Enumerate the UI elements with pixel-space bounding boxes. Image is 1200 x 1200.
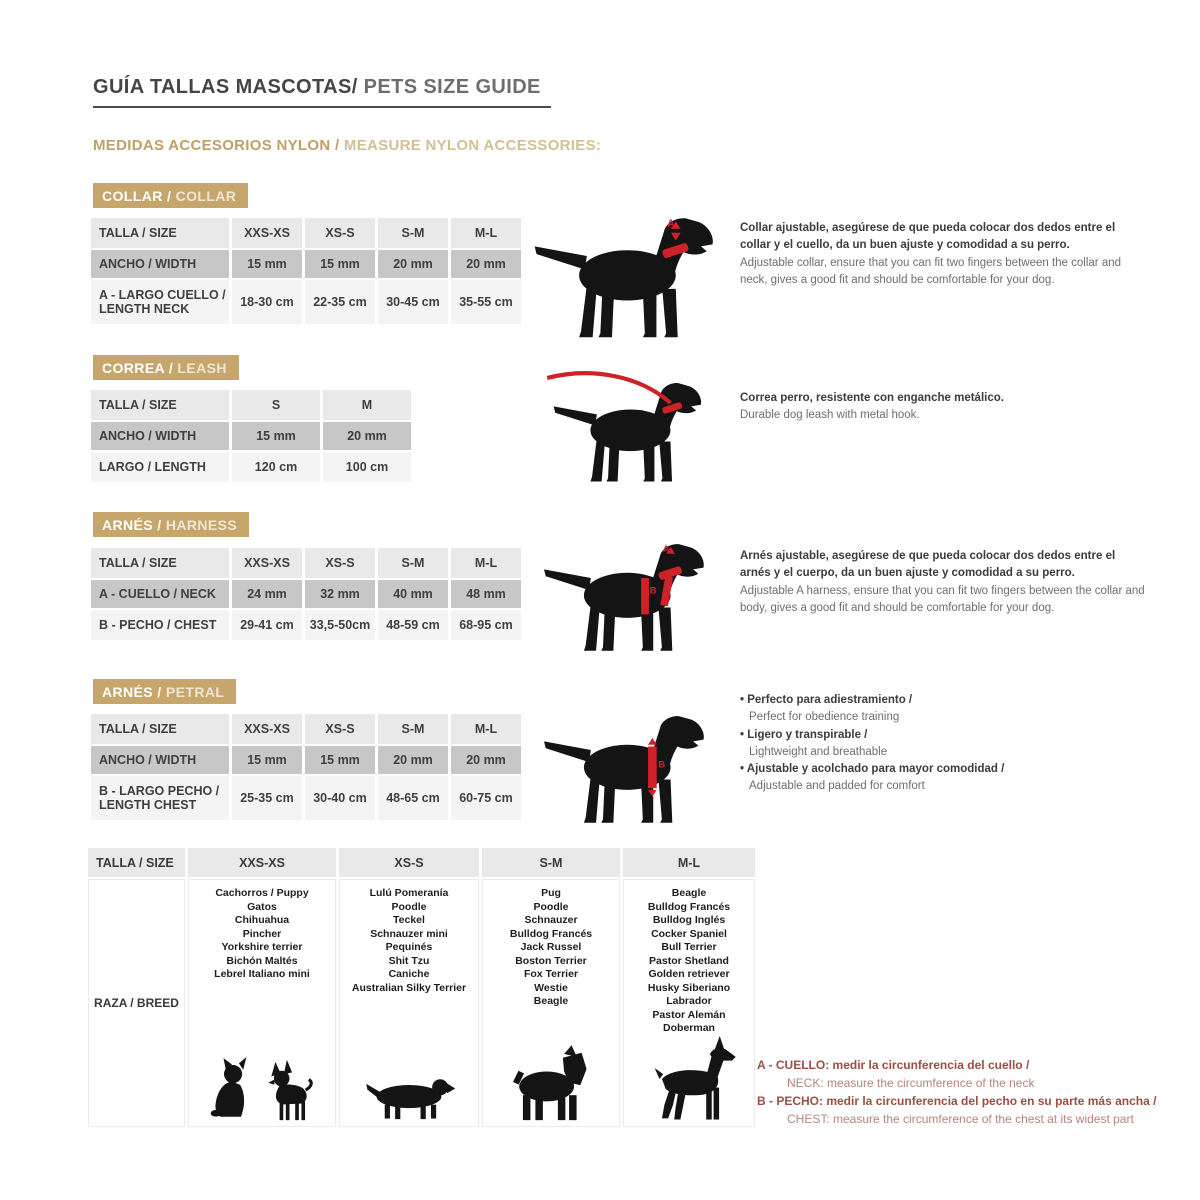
collar-width-sm: 20 mm — [378, 250, 448, 278]
table-row — [91, 714, 521, 744]
harness-neck-label: A - CUELLO / NECK — [91, 580, 229, 608]
leash-width-label: ANCHO / WIDTH — [91, 422, 229, 450]
leash-width-m: 20 mm — [323, 422, 411, 450]
collar-neck-label: A - LARGO CUELLO / LENGTH NECK — [91, 280, 229, 324]
collar-neck-xs: 22-35 cm — [305, 280, 375, 324]
breed-item: Bulldog Francés — [647, 900, 731, 913]
breed-item: Pincher — [242, 927, 282, 940]
cat-silhouette-icon — [208, 1056, 256, 1122]
list-item — [740, 692, 1160, 727]
collar-description — [740, 220, 1145, 289]
breed-item: Lebrel Italiano mini — [214, 968, 310, 980]
collar-header-size: TALLA / SIZE — [91, 218, 229, 248]
breed-item: Caniche — [388, 968, 430, 980]
breed-list-xxs — [189, 887, 335, 982]
breed-item: Jack Russel — [520, 941, 582, 953]
harness-desc-en: Adjustable A harness, ensure that you can fit two fingers between the collar and body, gives a good fit and should be comfortable for your dog. — [740, 584, 1145, 614]
breed-item: Husky Siberiano — [647, 981, 731, 994]
breed-list-sm — [483, 887, 619, 1009]
chihuahua-silhouette-icon — [264, 1058, 316, 1122]
breeds-header-xs: XS-S — [339, 848, 479, 877]
collar-desc-es: Collar ajustable, asegúrese de que pueda colocar dos dedos entre el collar y el cuello, da un buen ajuste y comodidad a su perro. — [740, 222, 1116, 252]
svg-text:B: B — [649, 585, 657, 597]
collar-size-table — [88, 216, 524, 326]
leash-size-table — [88, 388, 414, 484]
svg-text:A: A — [662, 544, 670, 555]
collar-neck-ml: 35-55 cm — [451, 280, 521, 324]
breed-item: Bichón Maltés — [226, 954, 298, 967]
breed-item: Bulldog Inglés — [652, 914, 726, 926]
collar-neck-sm: 30-45 cm — [378, 280, 448, 324]
breeds-row-label: RAZA / BREED — [88, 879, 185, 1127]
breed-item: Bulldog Francés — [509, 927, 593, 940]
list-item — [740, 727, 1160, 762]
petral-bullet-2-es: • Ajustable y acolchado para mayor comodidad / — [740, 761, 1160, 778]
collar-neck-xxs: 18-30 cm — [232, 280, 302, 324]
breed-item: Fox Terrier — [523, 968, 579, 980]
note-neck — [757, 1056, 1189, 1092]
petral-chest-sm: 48-65 cm — [378, 776, 448, 820]
collar-badge-en: COLLAR — [175, 188, 237, 204]
note-chest — [757, 1092, 1189, 1128]
dog-petral-illustration-icon — [528, 698, 723, 828]
page-subtitle — [93, 137, 601, 154]
harness-neck-ml: 48 mm — [451, 580, 521, 608]
note-neck-en: NECK: measure the circumference of the neck — [787, 1076, 1035, 1090]
breed-item: Shit Tzu — [388, 954, 430, 967]
note-chest-en: CHEST: measure the circumference of the chest at its widest part — [787, 1112, 1134, 1126]
breeds-col-sm — [482, 879, 620, 1127]
dog-leash-illustration-icon — [528, 363, 723, 488]
leash-desc-es: Correa perro, resistente con enganche metálico. — [740, 392, 1004, 404]
collar-width-label: ANCHO / WIDTH — [91, 250, 229, 278]
note-neck-es: A - CUELLO: medir la circunferencia del cuello / — [757, 1058, 1030, 1072]
petral-badge-es: ARNÉS / — [102, 684, 166, 700]
dog-collar-illustration-icon — [528, 198, 723, 343]
leash-length-s: 120 cm — [232, 452, 320, 482]
breed-item: Yorkshire terrier — [221, 941, 303, 953]
breed-item: Lulú Pomeranía — [369, 887, 449, 899]
breed-item: Beagle — [671, 887, 707, 899]
leash-badge-es: CORREA / — [102, 360, 178, 376]
harness-size-table — [88, 546, 524, 642]
breed-item: Golden retriever — [648, 968, 730, 980]
breed-item: Doberman — [663, 1022, 715, 1034]
table-row — [91, 452, 411, 482]
collar-header-sm: S-M — [378, 218, 448, 248]
petral-width-label: ANCHO / WIDTH — [91, 746, 229, 774]
breed-item: Pastor Shetland — [649, 954, 729, 967]
leash-badge-en: LEASH — [177, 360, 227, 376]
table-row — [91, 548, 521, 578]
breed-item: Teckel — [393, 914, 425, 926]
leash-section-badge — [93, 355, 239, 380]
harness-header-sm: S-M — [378, 548, 448, 578]
collar-desc-en: Adjustable collar, ensure that you can fit two fingers between the collar and neck, gives a good fit and should be comfortable for your dog. — [740, 256, 1122, 286]
doberman-silhouette-icon — [630, 1036, 748, 1122]
breeds-header-xxs: XXS-XS — [188, 848, 336, 877]
svg-text:B: B — [658, 759, 666, 771]
breed-item: Australian Silky Terrier — [351, 981, 467, 994]
table-row — [91, 580, 521, 608]
collar-header-xxs: XXS-XS — [232, 218, 302, 248]
table-row — [88, 879, 755, 1127]
table-row — [91, 280, 521, 324]
petral-header-xxs: XXS-XS — [232, 714, 302, 744]
page-subtitle-es: MEDIDAS ACCESORIOS NYLON / — [93, 137, 344, 154]
petral-header-size: TALLA / SIZE — [91, 714, 229, 744]
harness-header-xxs: XXS-XS — [232, 548, 302, 578]
petral-width-xs: 15 mm — [305, 746, 375, 774]
petral-header-ml: M-L — [451, 714, 521, 744]
harness-chest-xxs: 29-41 cm — [232, 610, 302, 640]
breed-item: Boston Terrier — [515, 954, 587, 967]
page-title — [93, 76, 551, 108]
breed-item: Beagle — [533, 995, 569, 1007]
breed-item: Schnauzer — [524, 914, 578, 926]
breed-item: Cocker Spaniel — [651, 927, 727, 940]
petral-bullet-0-es: • Perfecto para adiestramiento / — [740, 692, 1160, 709]
breed-item: Schnauzer mini — [370, 927, 448, 940]
breeds-col-xs — [339, 879, 479, 1127]
leash-description — [740, 390, 1145, 425]
table-row — [88, 848, 755, 877]
table-row — [91, 776, 521, 820]
table-row — [91, 746, 521, 774]
schnauzer-silhouette-icon — [501, 1044, 601, 1122]
petral-bullet-1-en: Lightweight and breathable — [749, 745, 888, 758]
table-row — [91, 610, 521, 640]
harness-header-size: TALLA / SIZE — [91, 548, 229, 578]
harness-section-badge — [93, 512, 249, 537]
breeds-col-ml — [623, 879, 755, 1127]
petral-width-sm: 20 mm — [378, 746, 448, 774]
breed-item: Pequinés — [385, 941, 433, 953]
table-row — [91, 390, 411, 420]
collar-width-xxs: 15 mm — [232, 250, 302, 278]
harness-desc-es: Arnés ajustable, asegúrese de que pueda colocar dos dedos entre el arnés y el cuerpo, da un buen ajuste y comodidad a su perro. — [740, 550, 1116, 580]
list-item — [740, 761, 1160, 796]
dachshund-silhouette-icon — [346, 1070, 472, 1122]
table-row — [91, 250, 521, 278]
leash-header-size: TALLA / SIZE — [91, 390, 229, 420]
leash-header-m: M — [323, 390, 411, 420]
dog-harness-illustration-icon — [528, 526, 723, 656]
breed-list-ml — [624, 887, 754, 1036]
petral-size-table — [88, 712, 524, 822]
leash-length-label: LARGO / LENGTH — [91, 452, 229, 482]
petral-chest-label: B - LARGO PECHO / LENGTH CHEST — [91, 776, 229, 820]
page-title-es: GUÍA TALLAS MASCOTAS/ — [93, 76, 358, 98]
petral-bullet-0-en: Perfect for obedience training — [749, 711, 900, 724]
harness-header-ml: M-L — [451, 548, 521, 578]
harness-description — [740, 548, 1145, 617]
harness-neck-xxs: 24 mm — [232, 580, 302, 608]
breeds-header-size: TALLA / SIZE — [88, 848, 185, 877]
breed-item: Westie — [534, 981, 568, 994]
breed-item: Pastor Alemán — [652, 1008, 726, 1021]
leash-length-m: 100 cm — [323, 452, 411, 482]
harness-chest-sm: 48-59 cm — [378, 610, 448, 640]
petral-header-sm: S-M — [378, 714, 448, 744]
petral-chest-ml: 60-75 cm — [451, 776, 521, 820]
leash-header-s: S — [232, 390, 320, 420]
collar-badge-es: COLLAR / — [102, 188, 176, 204]
leash-width-s: 15 mm — [232, 422, 320, 450]
harness-neck-xs: 32 mm — [305, 580, 375, 608]
breed-item: Chihuahua — [234, 914, 290, 926]
petral-width-xxs: 15 mm — [232, 746, 302, 774]
collar-width-ml: 20 mm — [451, 250, 521, 278]
note-chest-es: B - PECHO: medir la circunferencia del pecho en su parte más ancha / — [757, 1094, 1157, 1108]
harness-chest-label: B - PECHO / CHEST — [91, 610, 229, 640]
harness-badge-en: HARNESS — [165, 517, 238, 533]
collar-section-badge — [93, 183, 248, 208]
breeds-table — [85, 846, 758, 1129]
breed-item: Gatos — [247, 900, 277, 913]
collar-header-ml: M-L — [451, 218, 521, 248]
page-title-en: PETS SIZE GUIDE — [357, 76, 541, 98]
collar-header-xs: XS-S — [305, 218, 375, 248]
breed-item: Labrador — [666, 995, 712, 1007]
table-row — [91, 422, 411, 450]
harness-header-xs: XS-S — [305, 548, 375, 578]
petral-header-xs: XS-S — [305, 714, 375, 744]
harness-chest-ml: 68-95 cm — [451, 610, 521, 640]
petral-bullet-2-en: Adjustable and padded for comfort — [749, 780, 925, 793]
breed-item: Cachorros / Puppy — [215, 887, 309, 899]
harness-chest-xs: 33,5-50cm — [305, 610, 375, 640]
petral-feature-list — [740, 692, 1160, 796]
breed-list-xs — [340, 887, 478, 995]
petral-section-badge — [93, 679, 236, 704]
breed-item: Poodle — [533, 900, 569, 913]
leash-desc-en: Durable dog leash with metal hook. — [740, 409, 920, 422]
svg-text:A: A — [667, 218, 675, 230]
collar-width-xs: 15 mm — [305, 250, 375, 278]
table-row — [91, 218, 521, 248]
petral-chest-xxs: 25-35 cm — [232, 776, 302, 820]
petral-width-ml: 20 mm — [451, 746, 521, 774]
breeds-header-ml: M-L — [623, 848, 755, 877]
breeds-header-sm: S-M — [482, 848, 620, 877]
page-subtitle-en: MEASURE NYLON ACCESSORIES: — [343, 137, 602, 154]
breeds-col-xxs — [188, 879, 336, 1127]
harness-neck-sm: 40 mm — [378, 580, 448, 608]
measuring-notes — [757, 1056, 1189, 1128]
petral-chest-xs: 30-40 cm — [305, 776, 375, 820]
petral-bullet-1-es: • Ligero y transpirable / — [740, 727, 1160, 744]
harness-badge-es: ARNÉS / — [102, 517, 166, 533]
petral-badge-en: PETRAL — [165, 684, 225, 700]
breed-item: Poodle — [391, 900, 427, 913]
breed-item: Pug — [541, 887, 561, 899]
breed-item: Bull Terrier — [661, 941, 717, 953]
